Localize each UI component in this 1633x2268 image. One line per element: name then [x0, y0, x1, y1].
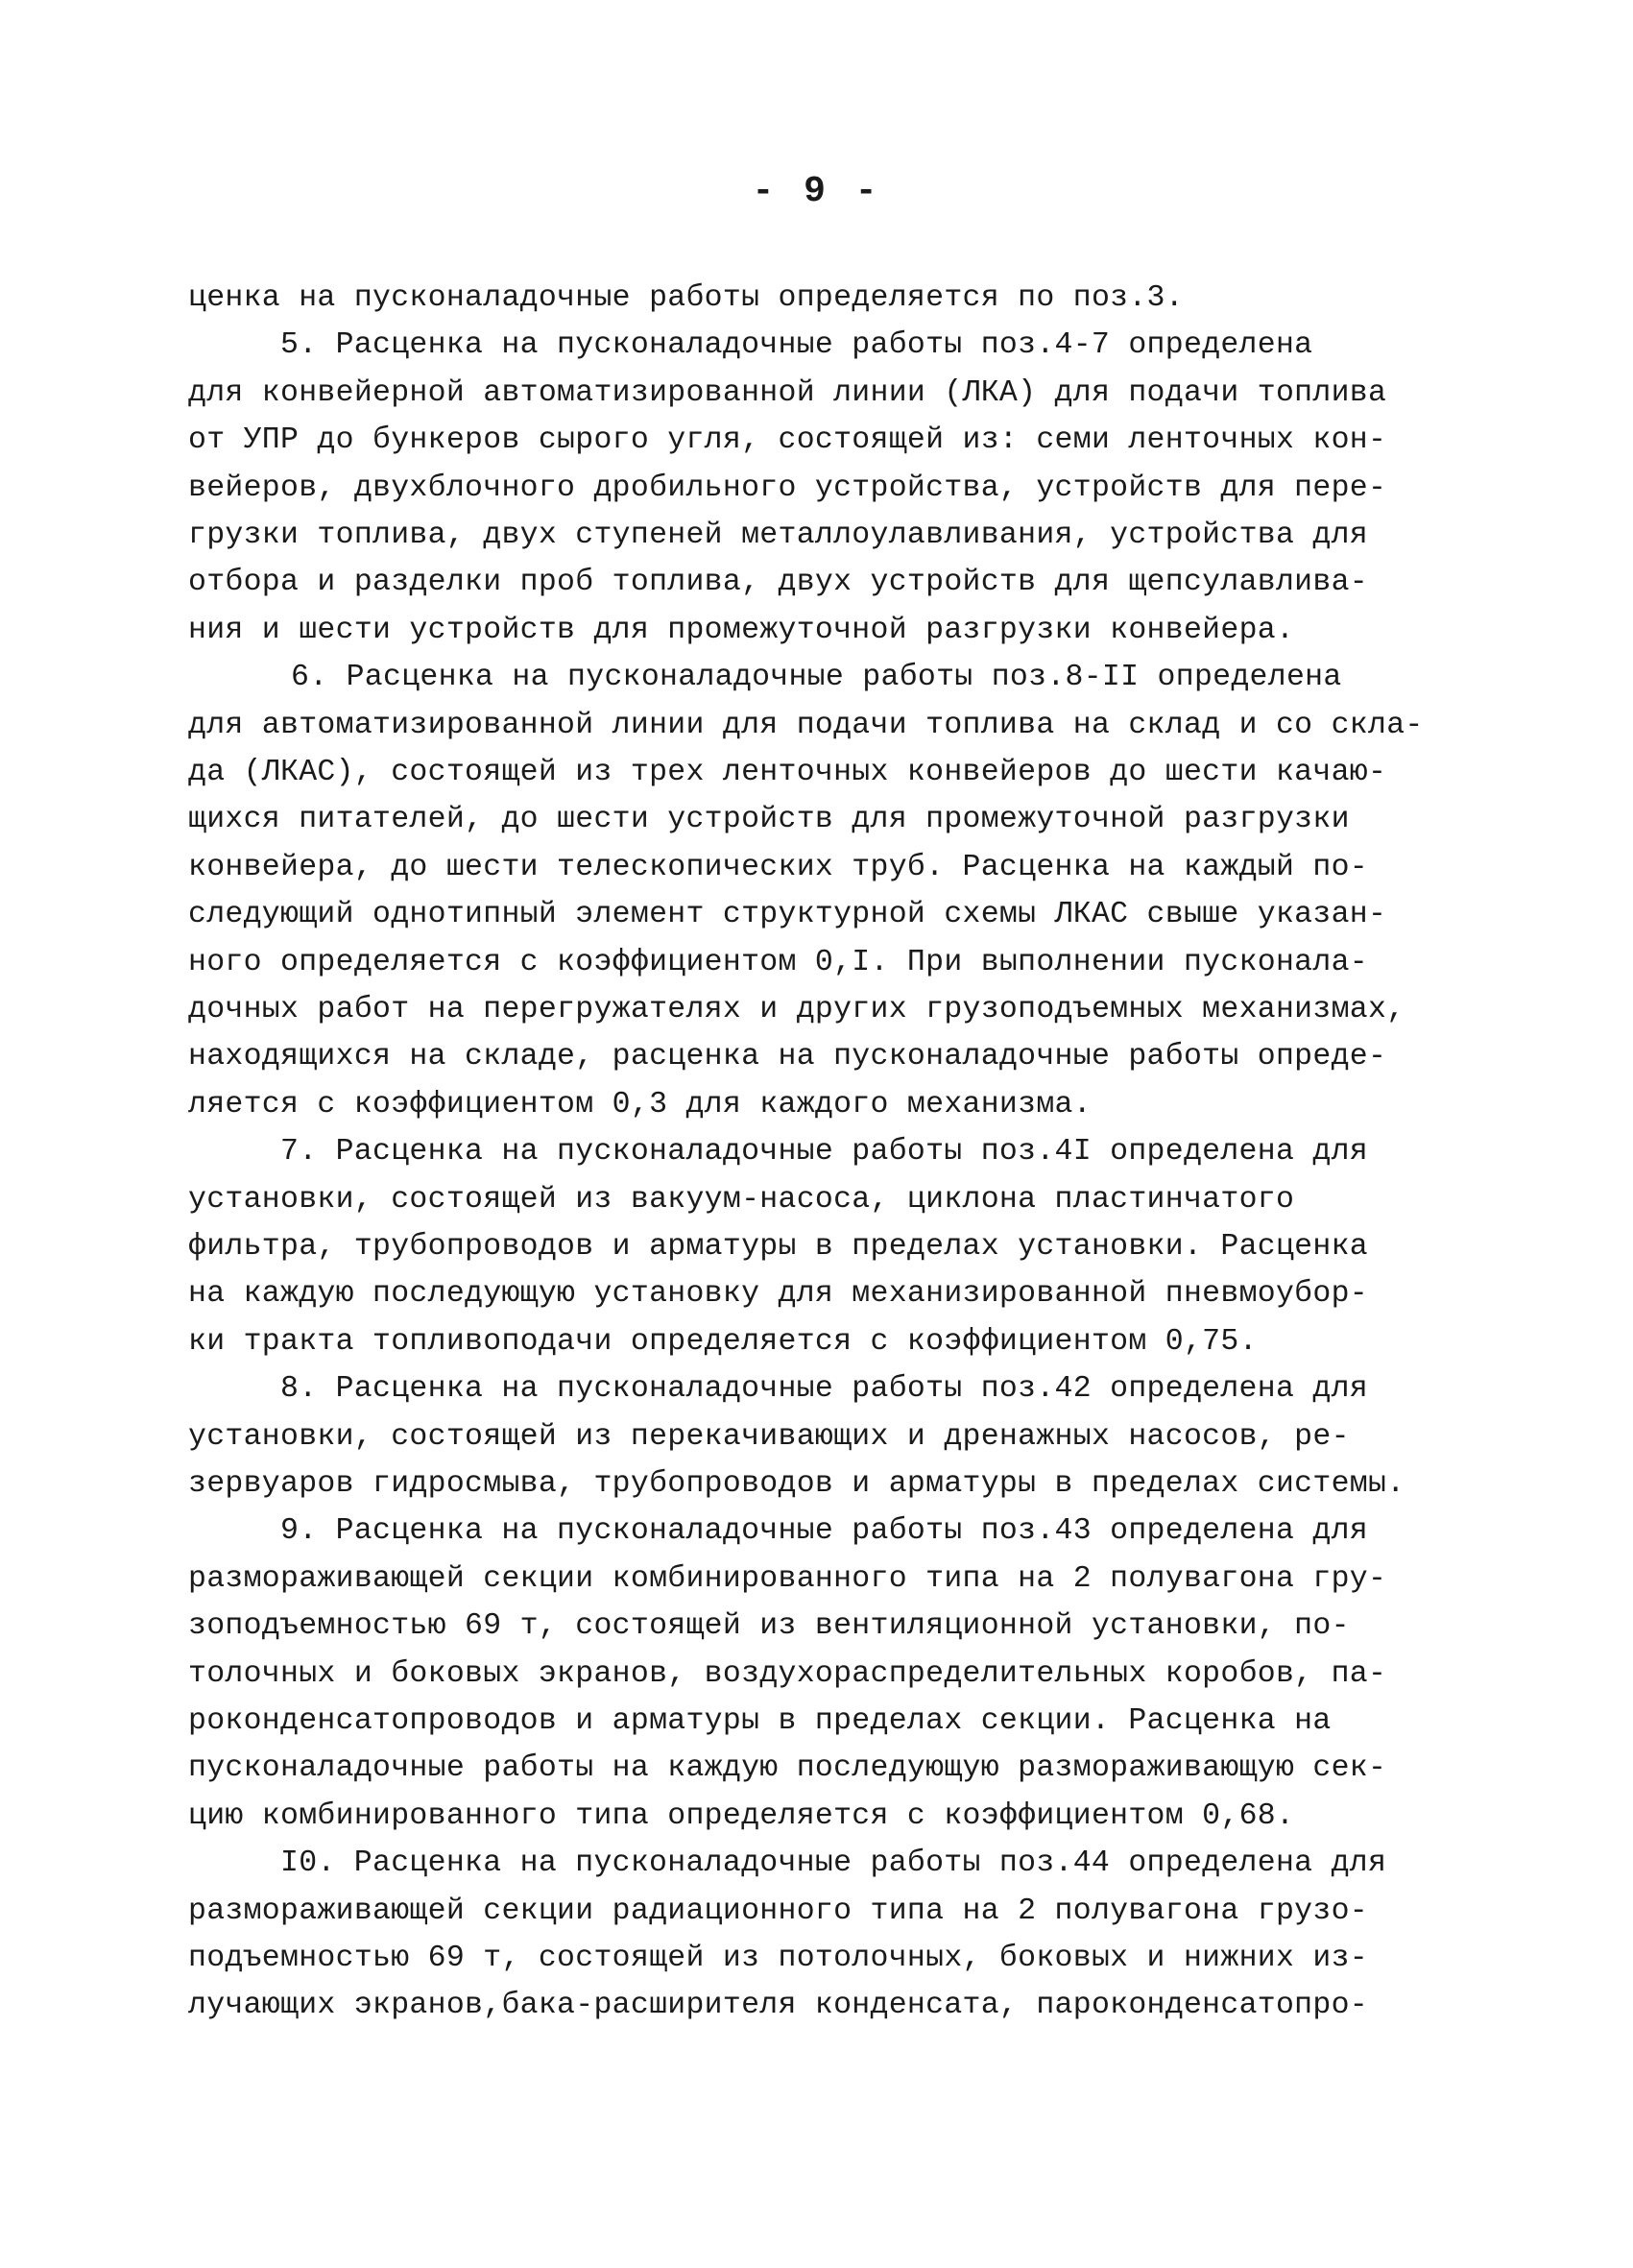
text-line: 8. Расценка на пусконаладочные работы поз.42 определена для [280, 1372, 1368, 1407]
text-line: 9. Расценка на пусконаладочные работы поз.43 определена для [280, 1514, 1368, 1549]
text-line: конвейера, до шести телескопических труб. Расценка на каждый по- [188, 850, 1368, 884]
text-line: ляется с коэффициентом 0,3 для каждого механизма. [188, 1087, 1092, 1122]
text-line: фильтра, трубопроводов и арматуры в пределах установки. Расценка [188, 1230, 1368, 1264]
text-line: цию комбинированного типа определяется с коэффициентом 0,68. [188, 1798, 1295, 1833]
text-line: 5. Расценка на пусконаладочные работы поз.4-7 определена [280, 328, 1313, 363]
text-line: щихся питателей, до шести устройств для промежуточной разгрузки [188, 803, 1350, 837]
text-line: установки, состоящей из перекачивающих и дренажных насосов, ре- [188, 1419, 1350, 1454]
text-line: на каждую последующую установку для механизированной пневмоубор- [188, 1277, 1368, 1312]
text-line: пусконаладочные работы на каждую последующую размораживающую сек- [188, 1751, 1387, 1786]
text-line: ки тракта топливоподачи определяется с коэффициентом 0,75. [188, 1324, 1258, 1359]
text-line: для конвейерной автоматизированной линии (ЛКА) для подачи топлива [188, 375, 1387, 410]
text-line: размораживающей секции комбинированного типа на 2 полувагона гру- [188, 1561, 1387, 1596]
text-line: да (ЛКАС), состоящей из трех ленточных конвейеров до шести качаю- [188, 756, 1387, 789]
text-line: находящихся на складе, расценка на пусконаладочные работы опреде- [188, 1040, 1387, 1074]
text-line: вейеров, двухблочного дробильного устройства, устройств для пере- [188, 470, 1387, 505]
text-line: ного определяется с коэффициентом 0,I. При выполнении пусконала- [188, 945, 1368, 979]
text-line: ценка на пусконаладочные работы определяется по поз.3. [188, 281, 1184, 315]
text-line: установки, состоящей из вакуум-насоса, циклона пластинчатого [188, 1182, 1295, 1217]
text-line: 7. Расценка на пусконаладочные работы поз.4I определена для [280, 1135, 1368, 1170]
text-line: подъемностью 69 т, состоящей из потолочных, боковых и нижних из- [188, 1942, 1368, 1975]
page-number: - 9 - [752, 171, 881, 212]
text-line: толочных и боковых экранов, воздухораспределительных коробов, па- [188, 1656, 1387, 1691]
text-line: грузки топлива, двух ступеней металлоулавливания, устройства для [188, 519, 1368, 552]
text-line: роконденсатопроводов и арматуры в пределах секции. Расценка на [188, 1704, 1332, 1738]
text-line: следующий однотипный элемент структурной схемы ЛКАС свыше указан- [188, 898, 1387, 932]
text-line: зоподъемностью 69 т, состоящей из вентиляционной установки, по- [188, 1609, 1350, 1644]
text-line: размораживающей секции радиационного типа на 2 полувагона грузо- [188, 1894, 1368, 1928]
text-line: 6. Расценка на пусконаладочные работы поз.8-II определена [291, 661, 1342, 695]
text-line: дочных работ на перегружателях и других грузоподъемных механизмах, [188, 993, 1405, 1026]
text-line: ния и шести устройств для промежуточной разгрузки конвейера. [188, 613, 1295, 647]
text-line: для автоматизированной линии для подачи топлива на склад и со скла- [188, 708, 1424, 742]
text-line: отбора и разделки проб топлива, двух устройств для щепсулавлива- [188, 566, 1368, 600]
text-line: зервуаров гидросмыва, трубопроводов и арматуры в пределах системы. [188, 1467, 1405, 1501]
text-line: I0. Расценка на пусконаладочные работы поз.44 определена для [280, 1846, 1387, 1881]
text-line: от УПР до бункеров сырого угля, состоящей из: семи ленточных кон- [188, 423, 1387, 458]
text-line: лучающих экранов,бака-расширителя конденсата, пароконденсатопро- [188, 1989, 1368, 2023]
